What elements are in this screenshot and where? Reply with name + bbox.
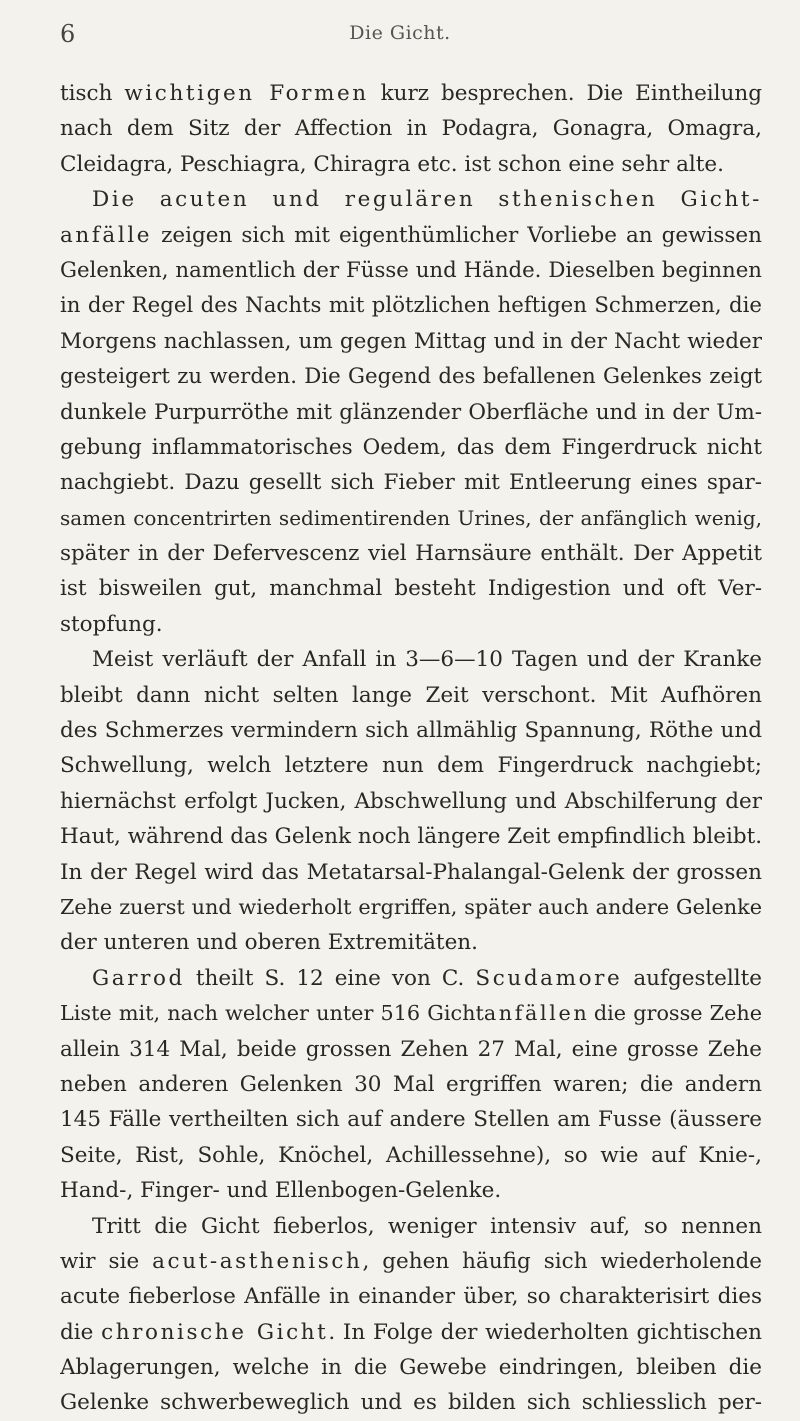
- text-line: stopfung.: [60, 611, 163, 637]
- text-line: nachgiebt. Dazu gesellt sich Fieber mit Entleerung eines spar-: [60, 470, 762, 496]
- running-head: [60, 18, 740, 58]
- text-line: Garrod theilt S. 12 eine von C. Scudamore aufgestellte: [92, 965, 762, 991]
- text-line: Schwellung, welch letztere nun dem Fingerdruck nachgiebt;: [60, 753, 762, 779]
- text-line: die chronische Gicht. In Folge der wiederholten gichtischen: [60, 1319, 762, 1345]
- body-text: [60, 76, 762, 1421]
- text-line: der unteren und oberen Extremitäten.: [60, 930, 478, 956]
- text-line: ist bisweilen gut, manchmal besteht Indigestion und oft Ver-: [60, 576, 762, 602]
- text-line: allein 314 Mal, beide grossen Zehen 27 Mal, eine grosse Zehe: [60, 1036, 762, 1062]
- text-line: Ablagerungen, welche in die Gewebe eindringen, bleiben die: [60, 1355, 762, 1381]
- text-line: Gelenken, namentlich der Füsse und Hände. Dieselben beginnen: [60, 257, 762, 283]
- text-line: Cleidagra, Peschiagra, Chiragra etc. ist schon eine sehr alte.: [60, 151, 724, 177]
- text-line: gesteigert zu werden. Die Gegend des befallenen Gelenkes zeigt: [60, 364, 762, 390]
- text-line: Haut, während das Gelenk noch längere Zeit empfindlich bleibt.: [60, 824, 762, 850]
- text-line: Gelenke schwerbeweglich und es bilden sich schliesslich per-: [60, 1390, 762, 1416]
- text-line: Meist verläuft der Anfall in 3—6—10 Tagen und der Kranke: [92, 647, 762, 673]
- text-line: Zehe zuerst und wiederholt ergriffen, später auch andere Gelenke: [60, 894, 762, 919]
- text-line: acute fieberlose Anfälle in einander über, so charakterisirt dies: [60, 1284, 762, 1310]
- text-line: anfälle zeigen sich mit eigenthümlicher Vorliebe an gewissen: [60, 222, 762, 248]
- text-line: tisch wichtigen Formen kurz besprechen. Die Eintheilung: [60, 81, 762, 106]
- text-line: nach dem Sitz der Affection in Podagra, Gonagra, Omagra,: [60, 116, 762, 142]
- text-line: gebung inflammatorisches Oedem, das dem Fingerdruck nicht: [60, 434, 762, 460]
- text-line: hiernächst erfolgt Jucken, Abschwellung und Abschilferung der: [60, 788, 762, 814]
- text-line: neben anderen Gelenken 30 Mal ergriffen waren; die andern: [60, 1071, 762, 1097]
- text-line: samen concentrirten sedimentirenden Urines, der anfänglich wenig,: [60, 505, 762, 530]
- header-title: Die Gicht.: [349, 22, 451, 44]
- text-line: Liste mit, nach welcher unter 516 Gichtanfällen die grosse Zehe: [60, 1001, 762, 1026]
- text-line: Tritt die Gicht fieberlos, weniger intensiv auf, so nennen: [92, 1213, 762, 1239]
- text-line: Hand-, Finger- und Ellenbogen-Gelenke.: [60, 1178, 502, 1204]
- text-line: bleibt dann nicht selten lange Zeit verschont. Mit Aufhören: [60, 682, 762, 708]
- text-line: des Schmerzes vermindern sich allmählig Spannung, Röthe und: [60, 718, 762, 744]
- text-line: in der Regel des Nachts mit plötzlichen heftigen Schmerzen, die: [60, 293, 762, 319]
- text-line: In der Regel wird das Metatarsal-Phalangal-Gelenk der grossen: [60, 859, 762, 885]
- text-line: Seite, Rist, Sohle, Knöchel, Achillessehne), so wie auf Knie-,: [60, 1142, 762, 1168]
- page-number: 6: [60, 20, 76, 48]
- text-line: 145 Fälle vertheilten sich auf andere Stellen am Fusse (äussere: [60, 1107, 762, 1133]
- text-line: Die acuten und regulären sthenischen Gicht-: [92, 187, 762, 213]
- text-line: wir sie acut-asthenisch, gehen häufig sich wiederholende: [60, 1248, 762, 1274]
- text-line: dunkele Purpurröthe mit glänzender Oberfläche und in der Um-: [60, 399, 762, 425]
- text-line: später in der Defervescenz viel Harnsäure enthält. Der Appetit: [60, 541, 762, 567]
- text-line: Morgens nachlassen, um gegen Mittag und in der Nacht wieder: [60, 328, 762, 354]
